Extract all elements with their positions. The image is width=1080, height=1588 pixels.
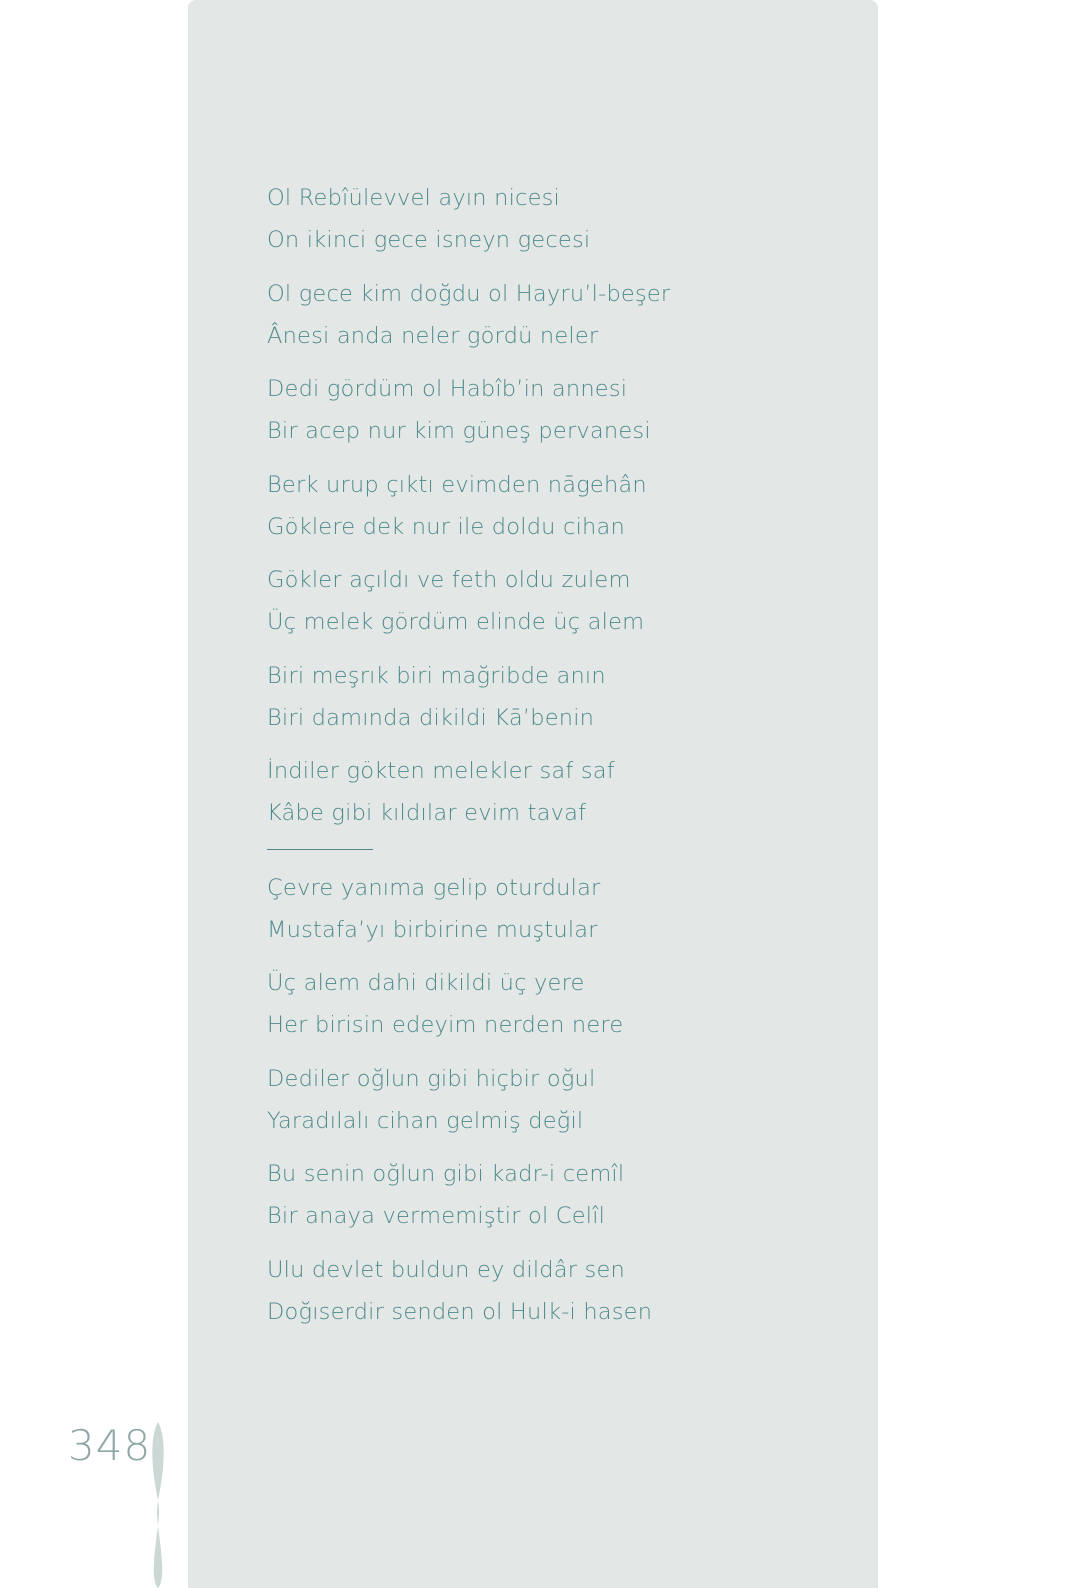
poem-line: Doğıserdir senden ol Hulk-i hasen [267,1298,653,1325]
poem-line: Dedi gördüm ol Habîb’in annesi [267,376,628,402]
poem-line: On ikinci gece isneyn gecesi [267,227,591,253]
poem-line: Gökler açıldı ve feth oldu zulem [267,567,631,593]
poem-stanza [267,1156,827,1240]
poem-line: Üç melek gördüm elinde üç alem [267,609,645,635]
poem-line: İndiler gökten melekler saf saf [267,758,615,784]
section-divider [267,849,373,850]
poem-line: Mustafa’yı birbirine muştular [267,916,598,943]
poem-line: Ol Rebîülevvel ayın nicesi [267,185,561,211]
poem-stanza [267,562,827,646]
poem-line: Çevre yanıma gelip oturdular [267,874,601,901]
poem-line: Ol gece kim doğdu ol Hayru’l-beşer [267,280,671,307]
poem-line: Bu senin oğlun gibi kadr-i cemîl [267,1161,625,1187]
page-ornament-icon [148,1420,168,1588]
poem-stanza [267,658,827,742]
page-number: 348 [68,1421,152,1470]
poem-line: Yaradılalı cihan gelmiş değil [267,1107,584,1134]
poem-line: Bir acep nur kim güneş pervanesi [267,418,651,444]
poem-line: Bir anaya vermemiştir ol Celîl [267,1203,606,1229]
poem-line: Ulu devlet buldun ey dildâr sen [267,1256,625,1283]
poem-stanza [267,276,827,360]
poem-line: Üç alem dahi dikildi üç yere [267,970,585,996]
poem-line: Dediler oğlun gibi hiçbir oğul [267,1065,596,1092]
poem-line: Biri damında dikildi Kā’benin [267,704,595,731]
poem-stanza [267,467,827,551]
poem-line: Her birisin edeyim nerden nere [267,1012,624,1038]
poem-line: Kâbe gibi kıldılar evim tavaf [267,800,587,826]
poem-stanza [267,1252,827,1336]
poem-part-1 [267,180,827,837]
poem-stanza [267,965,827,1049]
poem-stanza [267,1061,827,1145]
poem-stanza [267,753,827,837]
poem-part-2 [267,870,827,1336]
poem [267,180,827,1347]
poem-line: Göklere dek nur ile doldu cihan [267,513,625,540]
poem-stanza [267,870,827,954]
poem-stanza [267,180,827,264]
poem-line: Ânesi anda neler gördü neler [267,322,599,349]
poem-line: Berk urup çıktı evimden nāgehân [267,471,647,498]
poem-stanza [267,371,827,455]
poem-line: Biri meşrık biri mağribde anın [267,662,606,689]
